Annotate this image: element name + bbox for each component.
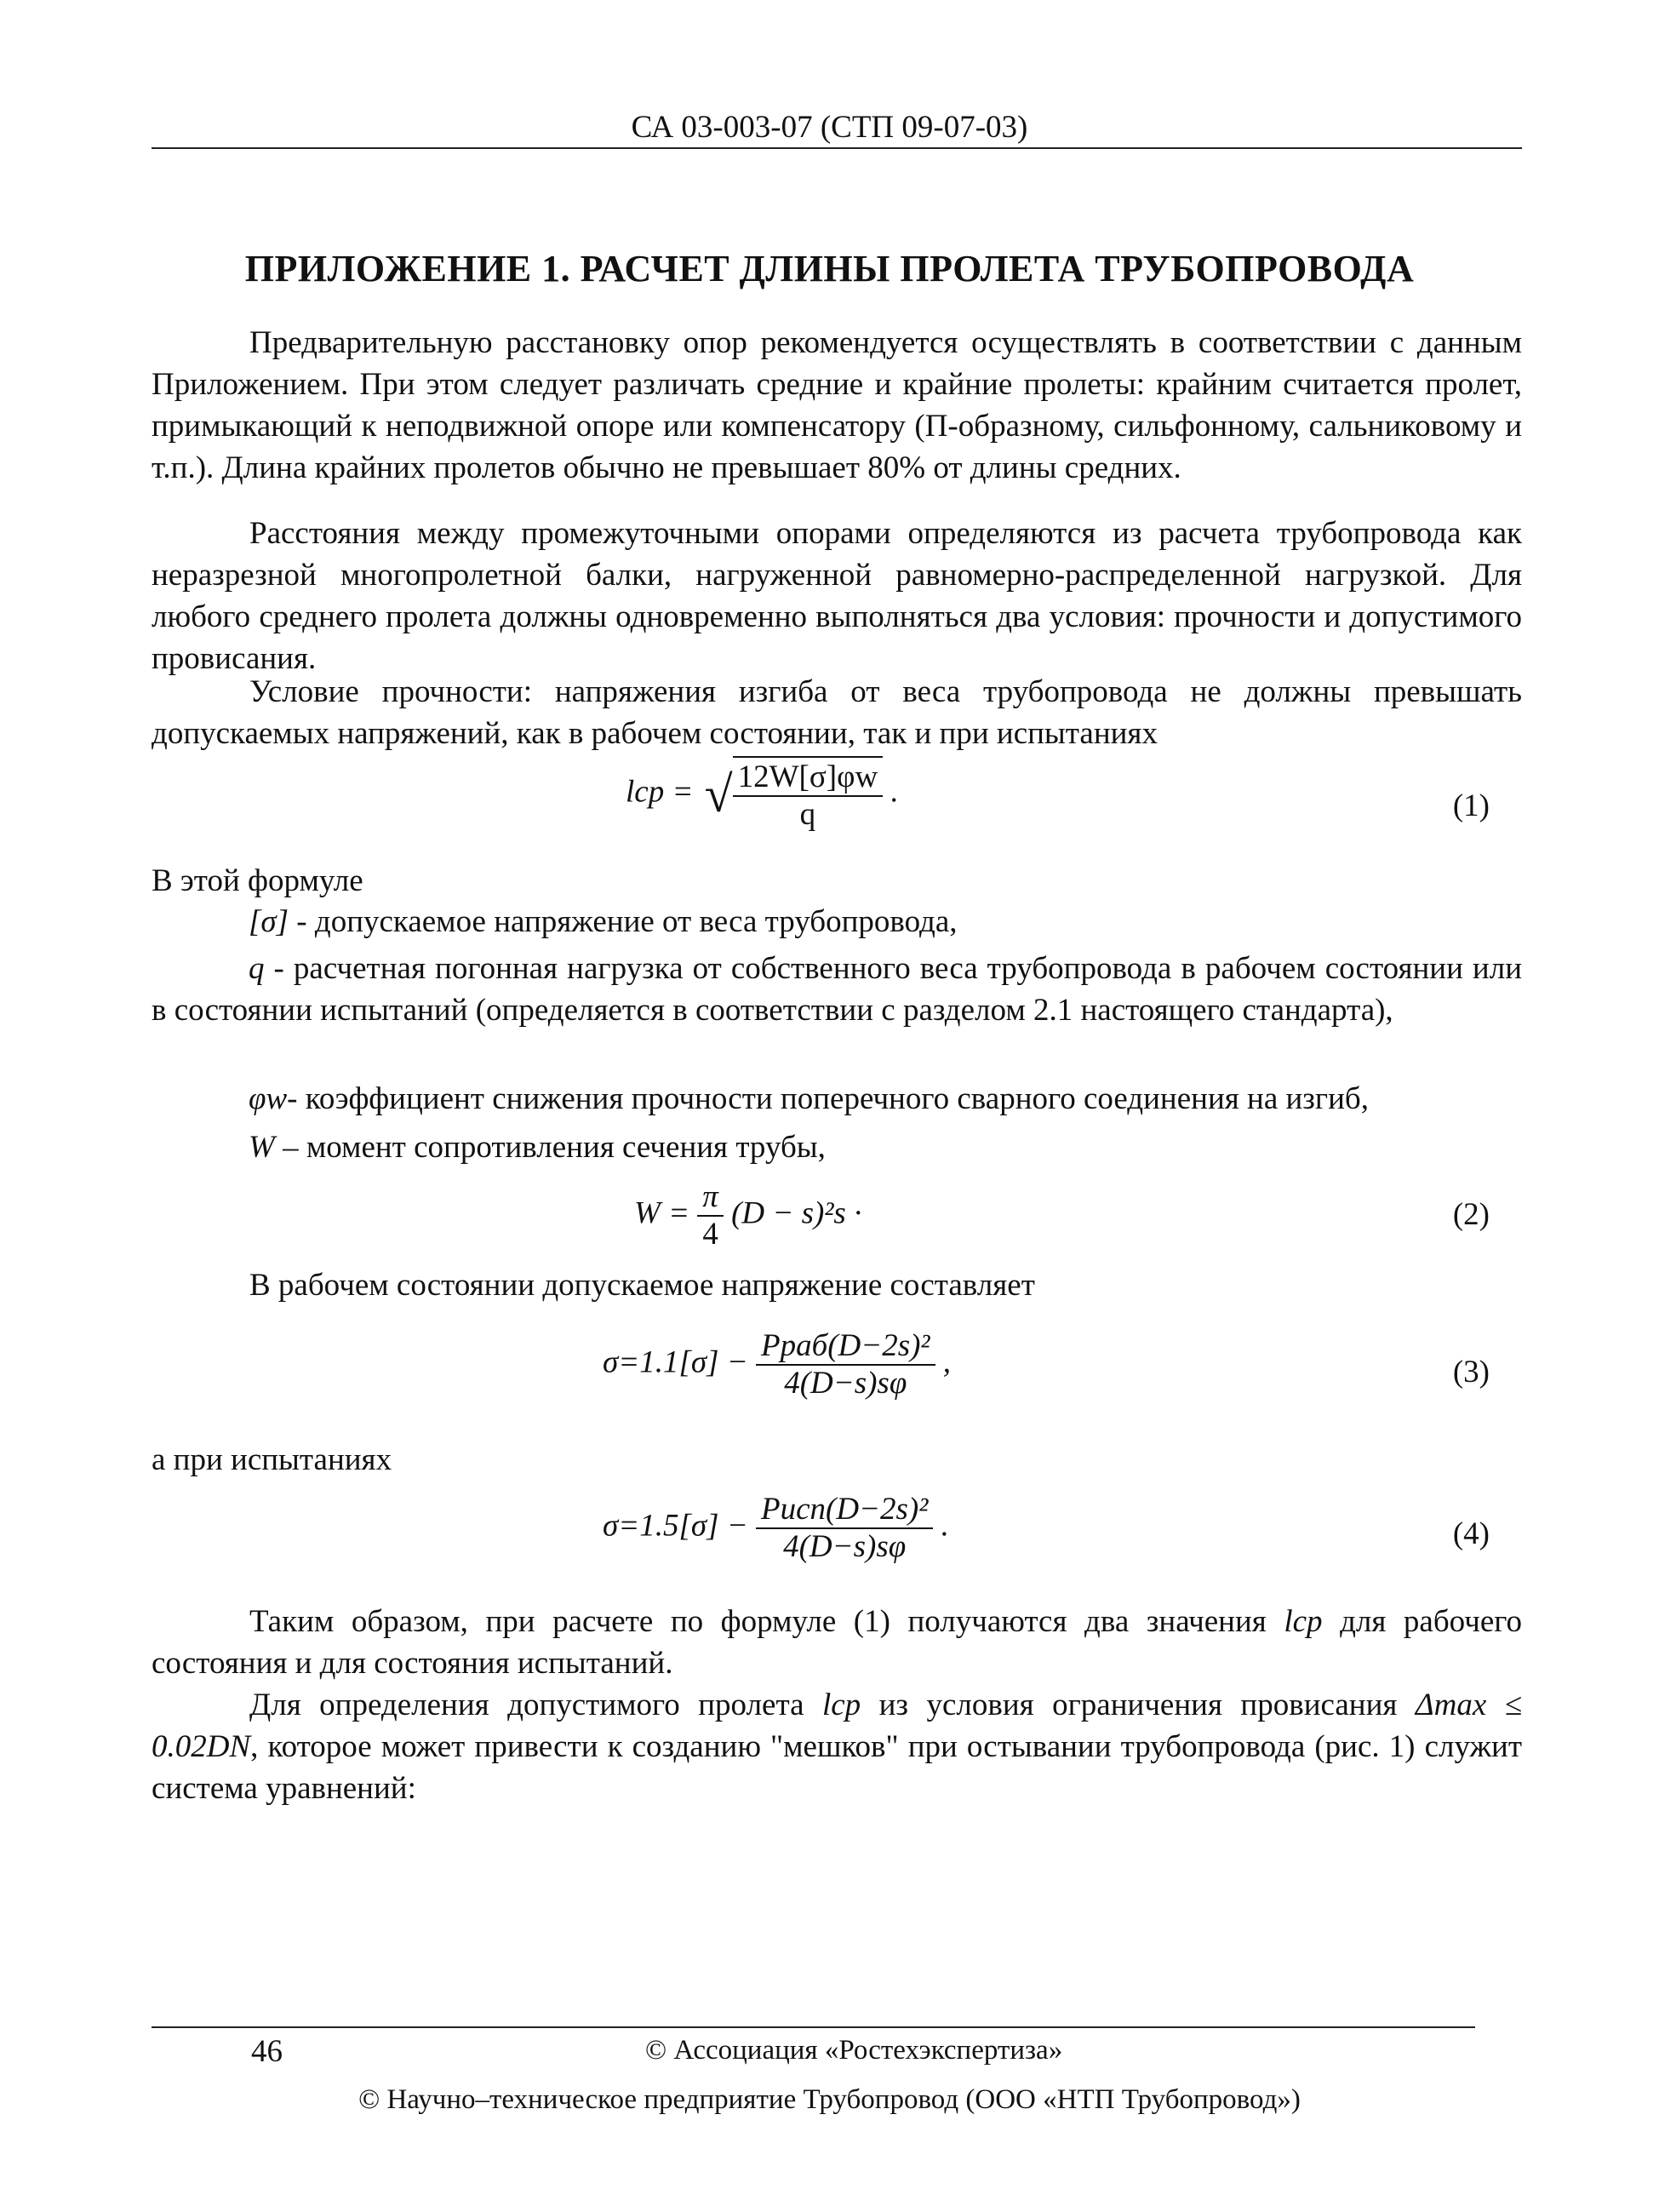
definition-sigma [249,901,1522,943]
formula-2-rhs: (D − s)²s · [731,1195,862,1231]
formula-4-tail: . [941,1508,949,1544]
running-header: СА 03-003-07 (СТП 09-07-03) [631,110,1028,145]
paragraph-intro: Предварительную расстановку опор рекомендуется осуществлять в соответствии с данным Приложением. При этом следует различать средние и крайние пролеты: крайним считается пролет, примыкающий к неподвижной опоре или компенсатору (П-образному, сильфонному, сальниковому и т.п.). Длина крайних пролетов обычно не превышает 80% от длины средних. [152,325,1522,485]
formula-4-numerator: Pисп(D−2s)² [756,1492,933,1529]
formula-2 [634,1179,861,1252]
formula-4-lhs: σ=1.5[σ] − [603,1508,748,1544]
equation-number-4: (4) [1452,1516,1490,1551]
formula-1-lhs: lср = [626,774,694,810]
formula-3-fraction [756,1328,935,1401]
formula-3 [603,1328,951,1401]
p4-text-b: для рабочего состояния и для состояния испытаний. [152,1604,1522,1681]
p5-symbol: lср [821,1688,861,1722]
footer-copyright-2: © Научно–техническое предприятие Трубопровод (ООО «НТП Трубопровод») [358,2084,1301,2115]
formula-4-denominator: 4(D−s)sφ [783,1529,907,1564]
definition-phi-text: - коэффициент снижения прочности поперечного сварного соединения на изгиб, [287,1081,1369,1116]
formula-1 [626,756,899,833]
definition-w [249,1126,1522,1168]
formula-3-lhs: σ=1.1[σ] − [603,1344,748,1380]
paragraph-spans: Расстояния между промежуточными опорами определяются из расчета трубопровода как неразрезной многопролетной балки, нагруженной равномерно-распределенной нагрузкой. Для любого среднего пролета должны одновременно выполняться два условия: прочности и допустимого провисания. [152,516,1522,676]
formula-4-fraction [756,1492,933,1565]
definition-phi-symbol: φw [249,1081,288,1116]
formula-1-denominator: q [799,797,816,832]
definition-w-symbol: W [249,1130,275,1165]
paragraph-sag-condition [152,1684,1522,1809]
definition-sigma-text: - допускаемое напряжение от веса трубопровода, [289,904,958,939]
formula-1-fraction [733,756,884,833]
equation-number-3: (3) [1452,1355,1490,1390]
sqrt-icon: √ [704,765,733,822]
definition-sigma-symbol: [σ] [249,904,289,939]
p4-symbol: lср [1284,1604,1323,1639]
p4-text-a: Таким образом, при расчете по формуле (1) получаются два значения [249,1604,1284,1639]
work-state-text: В рабочем состоянии допускаемое напряжение составляет [249,1268,1035,1303]
formula-2-fraction [697,1179,724,1252]
header-rule [152,147,1522,149]
in-this-formula: В этой формуле [152,863,363,898]
definition-q [152,948,1522,1031]
definition-phi [249,1078,1522,1120]
definition-q-symbol: q [249,951,265,986]
equation-number-1: (1) [1452,788,1490,823]
formula-1-tail: . [890,774,899,810]
paragraph-strength-condition: Условие прочности: напряжения изгиба от веса трубопровода не должны превышать допускаемых напряжений, как в рабочем состоянии, так и при испытаниях [152,674,1522,751]
definition-q-text: - расчетная погонная нагрузка от собственного веса трубопровода в рабочем состоянии или в состоянии испытаний (определяется в соответствии с разделом 2.1 настоящего стандарта), [152,951,1522,1028]
p5-text-a: Для определения допустимого пролета [249,1688,822,1722]
paragraph-two-values [152,1601,1522,1684]
page-title: ПРИЛОЖЕНИЕ 1. РАСЧЕТ ДЛИНЫ ПРОЛЕТА ТРУБОПРОВОДА [244,248,1415,289]
formula-3-numerator: Pраб(D−2s)² [756,1328,935,1366]
formula-2-lhs: W = [634,1195,690,1231]
footer-rule [152,2026,1475,2028]
page-number: 46 [251,2034,283,2069]
p5-text-b: из условия ограничения провисания [861,1688,1416,1722]
formula-4 [603,1492,949,1565]
p5-condition: Δmax ≤ 0.02DN [152,1688,1523,1764]
footer-copyright-1: © Ассоциация «Ростехэкспертиза» [645,2035,1063,2066]
equation-number-2: (2) [1452,1197,1490,1232]
formula-2-denominator: 4 [702,1217,718,1252]
p5-text-c: , которое может привести к созданию "мешков" при остывании трубопровода (рис. 1) служит система уравнений: [152,1729,1522,1806]
formula-2-numerator: π [697,1179,724,1217]
formula-3-tail: , [942,1344,952,1380]
test-state-text: а при испытаниях [152,1442,392,1477]
formula-1-numerator: 12W[σ]φw [733,759,884,797]
definition-w-text: – момент сопротивления сечения трубы, [274,1130,826,1165]
formula-3-denominator: 4(D−s)sφ [784,1366,907,1401]
